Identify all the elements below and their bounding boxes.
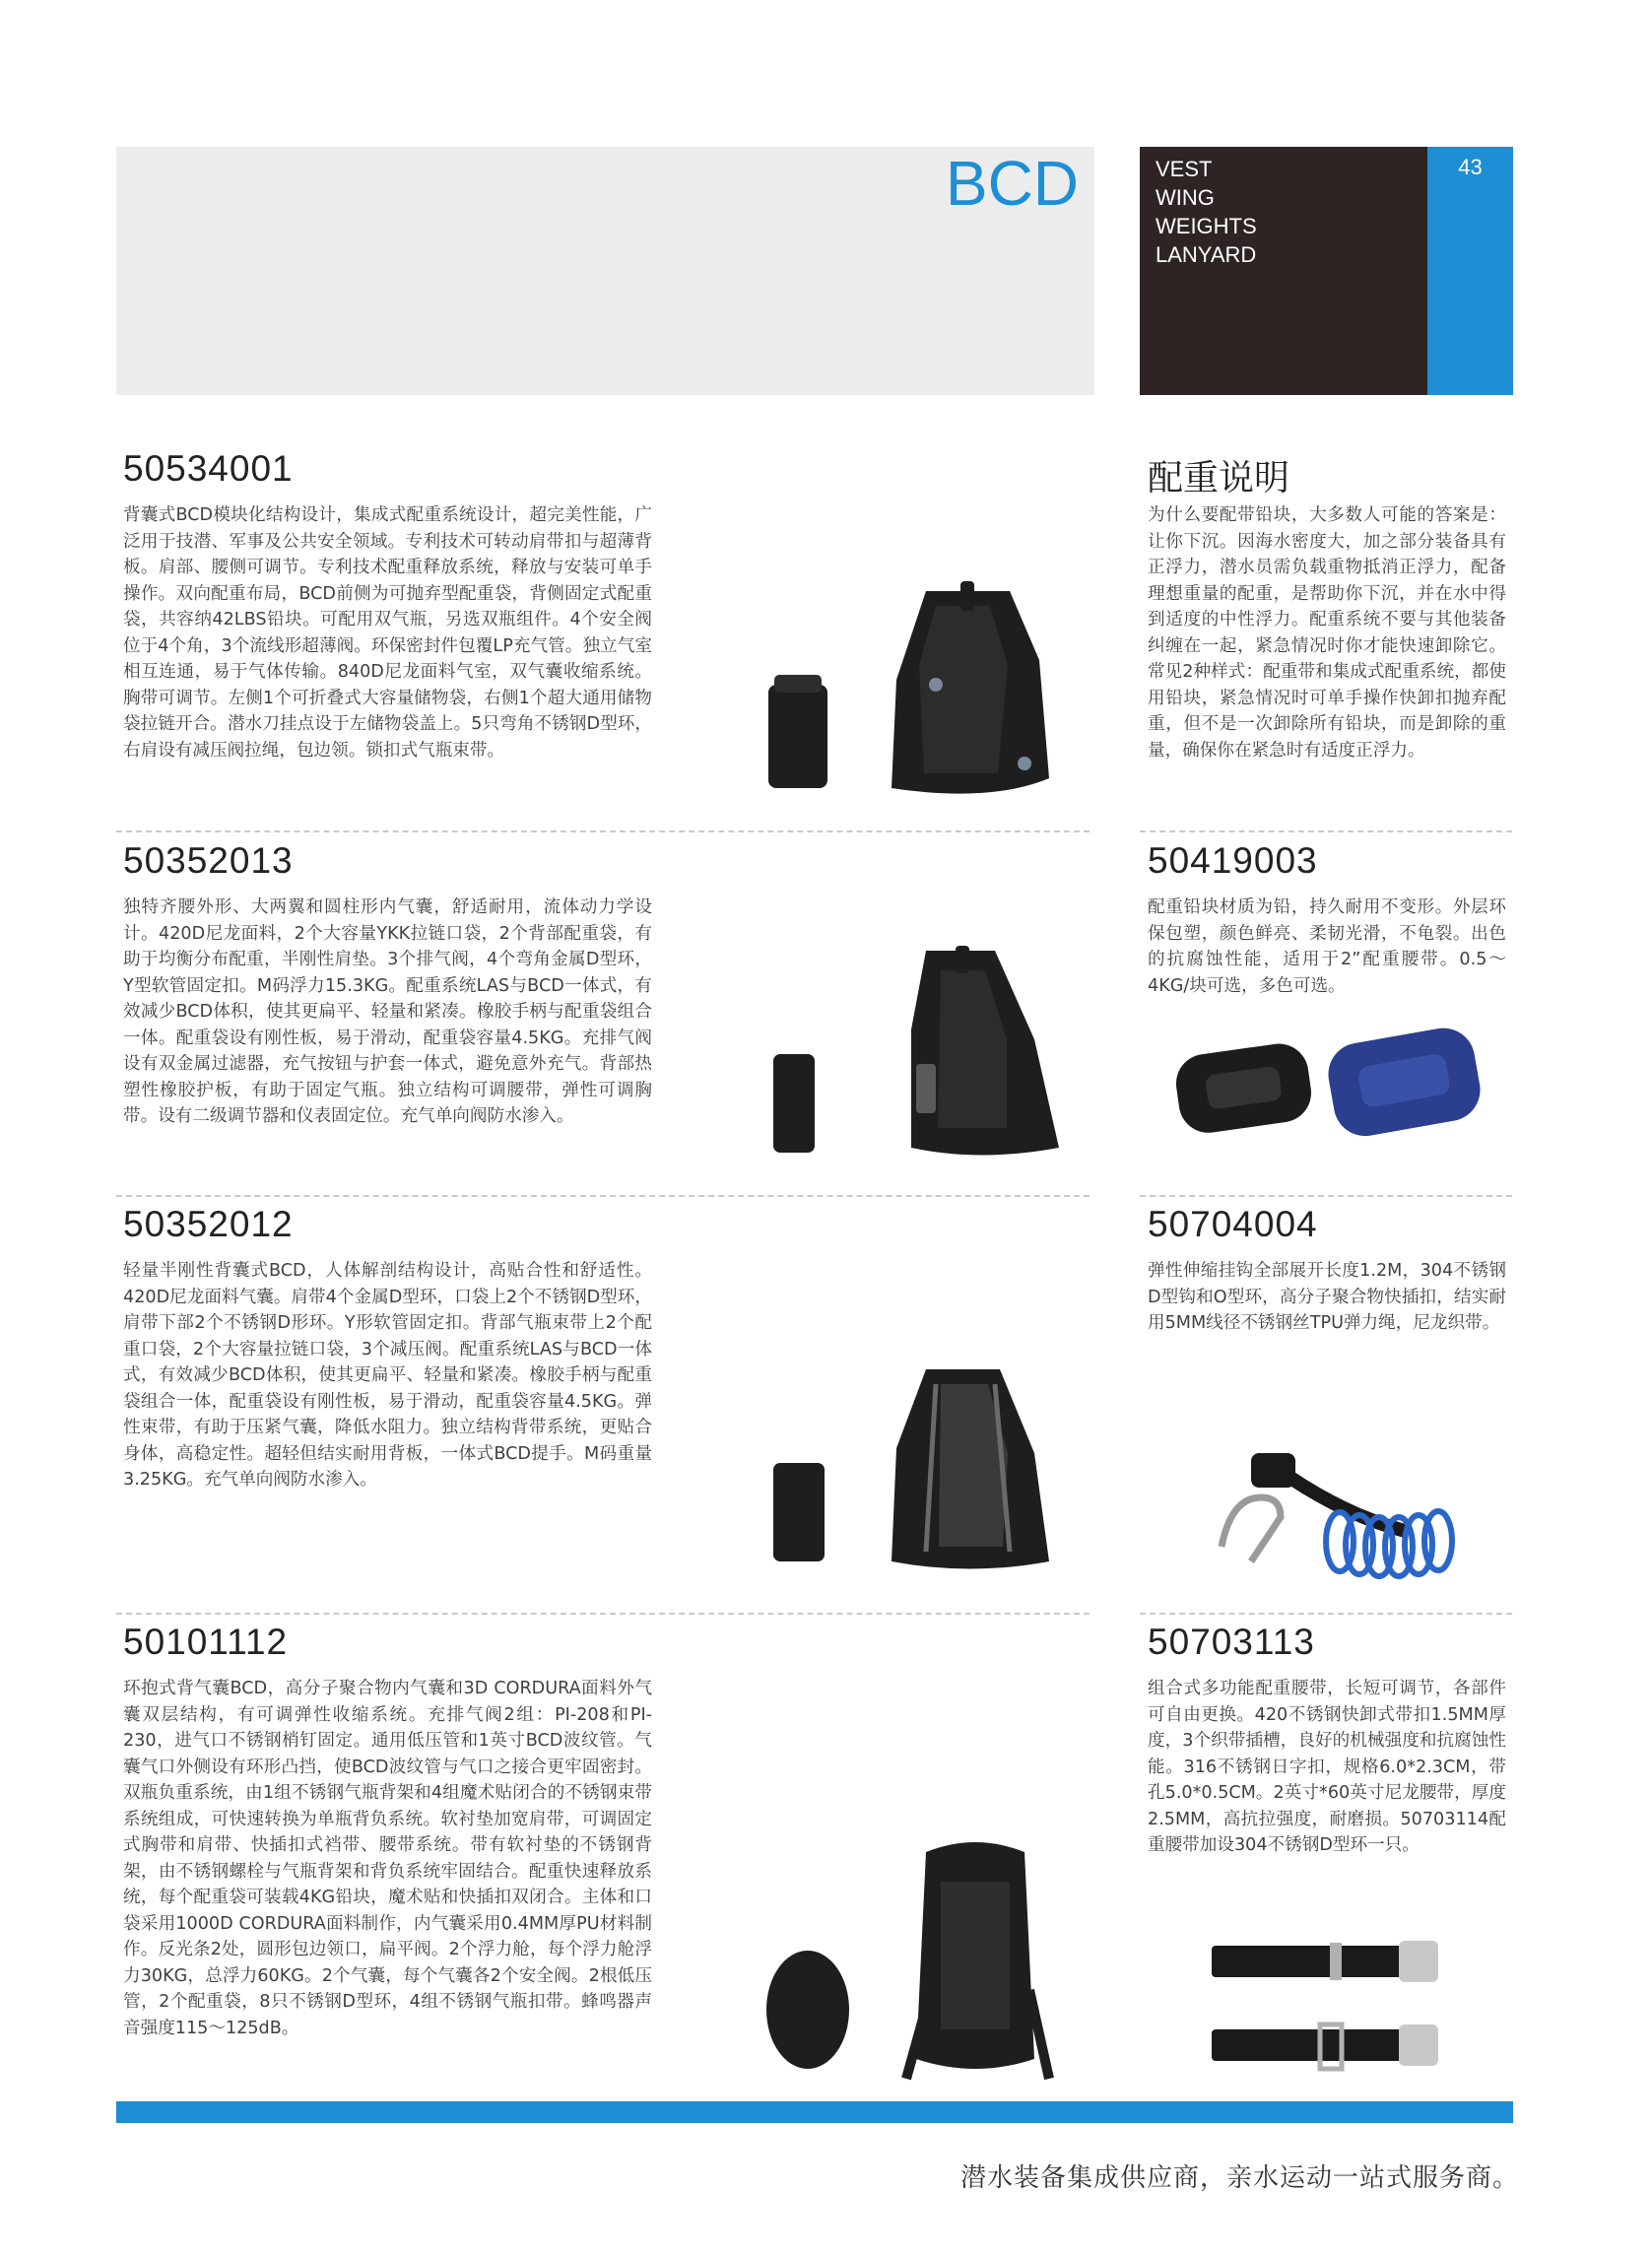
product-description: 配重铅块材质为铅，持久耐用不变形。外层环保包塑，颜色鲜亮、柔韧光滑，不龟裂。出色的抗腐蚀性能，适用于2”配重腰带。0.5～4KG/块可选，多色可选。	[1148, 897, 1506, 996]
footer-slogan: 潜水装备集成供应商，亲水运动一站式服务商。	[959, 2163, 1519, 2193]
weight-block-image	[1162, 1020, 1497, 1148]
section-divider	[1140, 1195, 1512, 1197]
category-lanyard[interactable]: LANYARD	[1156, 242, 1257, 267]
section-title: BCD	[945, 148, 1079, 219]
section-divider	[1140, 1613, 1512, 1615]
section-divider	[116, 1613, 1090, 1615]
product-code: 50352013	[123, 840, 294, 881]
coil-lanyard-image	[1182, 1438, 1478, 1586]
weight-info-description: 为什么要配带铅块，大多数人可能的答案是：让你下沉。因海水密度大，加之部分装备具有正浮力，潜水员需负载重物抵消正浮力，配备理想重量的配重，是帮助你下沉，并在水中得到适度的中性浮力。配重系统不要与其他装备纠缠在一起，紧急情况时你才能快速卸除它。常见2种样式：配重带和集成式配重系统，都使用铅块，紧急情况时可单手操作快卸扣抛弃配重，但不是一次卸除所有铅块，而是卸除的重量，确保你在紧急时有适度正浮力。	[1148, 505, 1506, 761]
product-code: 50419003	[1148, 840, 1318, 881]
product-code: 50352012	[123, 1204, 294, 1244]
category-vest[interactable]: VEST	[1156, 157, 1213, 181]
product-description: 环抱式背气囊BCD，高分子聚合物内气囊和3D CORDURA面料外气囊双层结构，有可调弹性收缩系统。充排气阀2组：PI-208和PI-230，进气口不锈钢梢钉固定。通用低压管和1英寸BCD波纹管。气囊气口外侧设有环形凸挡，使BCD波纹管与气口之接合更牢固密封。双瓶负重系统，由1组不锈钢气瓶背架和4组魔术贴闭合的不锈钢束带系统组成，可快速转换为单瓶背负系统。软衬垫加宽肩带，可调固定式胸带和肩带、快插扣式裆带、腰带系统。带有软衬垫的不锈钢背架，由不锈钢螺栓与气瓶背架和背负系统牢固结合。配重快速释放系统，每个配重袋可装载4KG铅块，魔术贴和快插扣双闭合。主体和口袋采用1000D CORDURA面料制作，内气囊采用0.4MM厚PU材料制作。反光条2处，圆形包边领口，扁平阀。2个浮力舱，每个浮力舱浮力30KG，总浮力60KG。2个气囊，每个气囊各2个安全阀。2根低压管，2个配重袋，8只不锈钢D型环，4组不锈钢气瓶扣带。蜂鸣器声音强度115～125dB。	[123, 1679, 652, 2038]
category-wing[interactable]: WING	[1156, 185, 1215, 210]
weight-info-heading: 配重说明	[1148, 458, 1290, 498]
product-description: 背囊式BCD模块化结构设计，集成式配重系统设计，超完美性能，广泛用于技潜、军事及公共安全领域。专利技术可转动肩带扣与超薄背板。肩部、腰侧可调节。专利技术配重释放系统，释放与安装可单手操作。双向配重布局，BCD前侧为可抛弃型配重袋，背侧固定式配重袋，共容纳42LBS铅块。可配用双气瓶，另选双瓶组件。4个安全阀位于4个角，3个流线形超薄阀。环保密封件包覆LP充气管。独立气室相互连通，易于气体传输。840D尼龙面料气室，双气囊收缩系统。胸带可调节。左侧1个可折叠式大容量储物袋，右侧1个超大通用储物袋拉链开合。潜水刀挂点设于左储物袋盖上。5只弯角不锈钢D型环，右肩设有减压阀拉绳，包边领。锁扣式气瓶束带。	[123, 505, 652, 761]
product-description: 独特齐腰外形、大两翼和圆柱形内气囊，舒适耐用，流体动力学设计。420D尼龙面料，2个大容量YKK拉链口袋，2个背部配重袋，有助于均衡分布配重，半刚性肩垫。3个排气阀，4个弯角金属D型环，Y型软管固定扣。M码浮力15.3KG。配重系统LAS与BCD一体式，有效减少BCD体积，使其更扁平、轻量和紧凑。橡胶手柄与配重袋组合一体。配重袋设有刚性板，易于滑动，配重袋容量4.5KG。充排气阀设有双金属过滤器，充气按钮与护套一体式，避免意外充气。背部热塑性橡胶护板，有助于固定气瓶。独立结构可调腰带，弹性可调胸带。设有二级调节器和仪表固定位。充气单向阀防水渗入。	[123, 897, 652, 1126]
product-description: 组合式多功能配重腰带，长短可调节，各部件可自由更换。420不锈钢快卸式带扣1.5MM厚度，3个织带插槽，良好的机械强度和抗腐蚀性能。316不锈钢日字扣，规格6.0*2.3CM，带孔5.0*0.5CM。2英寸*60英寸尼龙腰带，厚度2.5MM，高抗拉强度，耐磨损。50703114配重腰带加设304不锈钢D型环一只。	[1148, 1679, 1506, 1855]
footer-bar	[116, 2101, 1513, 2123]
category-weights[interactable]: WEIGHTS	[1156, 214, 1257, 238]
bcd-vest-image	[768, 946, 1103, 1177]
bcd-vest-image	[763, 1364, 1103, 1576]
page-number: 43	[1458, 155, 1483, 179]
product-code: 50703113	[1148, 1622, 1315, 1662]
weight-belt-image	[1202, 1931, 1448, 2084]
product-code: 50534001	[123, 448, 294, 489]
header-banner	[116, 147, 1094, 395]
product-description: 轻量半刚性背囊式BCD，人体解剖结构设计，高贴合性和舒适性。420D尼龙面料气囊。肩带4个金属D型环，口袋上2个不锈钢D型环，肩带下部2个不锈钢D形环。Y形软管固定扣。背部气瓶束带上2个配重口袋，2个大容量拉链口袋，3个减压阀。配重系统LAS与BCD一体式，有效减少BCD体积，使其更扁平、轻量和紧凑。橡胶手柄与配重袋组合一体，配重袋设有刚性板，易于滑动，配重袋容量4.5KG。弹性束带，有助于压紧气囊，降低水阻力。独立结构背带系统，更贴合身体，高稳定性。超轻但结实耐用背板，一体式BCD提手。M码重量3.25KG。充气单向阀防水渗入。	[123, 1261, 652, 1490]
bcd-wing-image	[759, 1832, 1098, 2084]
page-number-tab	[1427, 147, 1513, 395]
bcd-vest-image	[759, 581, 1098, 808]
product-code: 50704004	[1148, 1204, 1318, 1244]
section-divider	[1140, 830, 1512, 832]
category-list	[1156, 155, 1257, 269]
section-divider	[116, 830, 1090, 832]
product-description: 弹性伸缩挂钩全部展开长度1.2M，304不锈钢D型钩和O型环，高分子聚合物快插扣，结实耐用5MM线径不锈钢丝TPU弹力绳，尼龙织带。	[1148, 1261, 1506, 1333]
product-code: 50101112	[123, 1622, 289, 1662]
section-divider	[116, 1195, 1090, 1197]
category-panel	[1140, 147, 1427, 395]
